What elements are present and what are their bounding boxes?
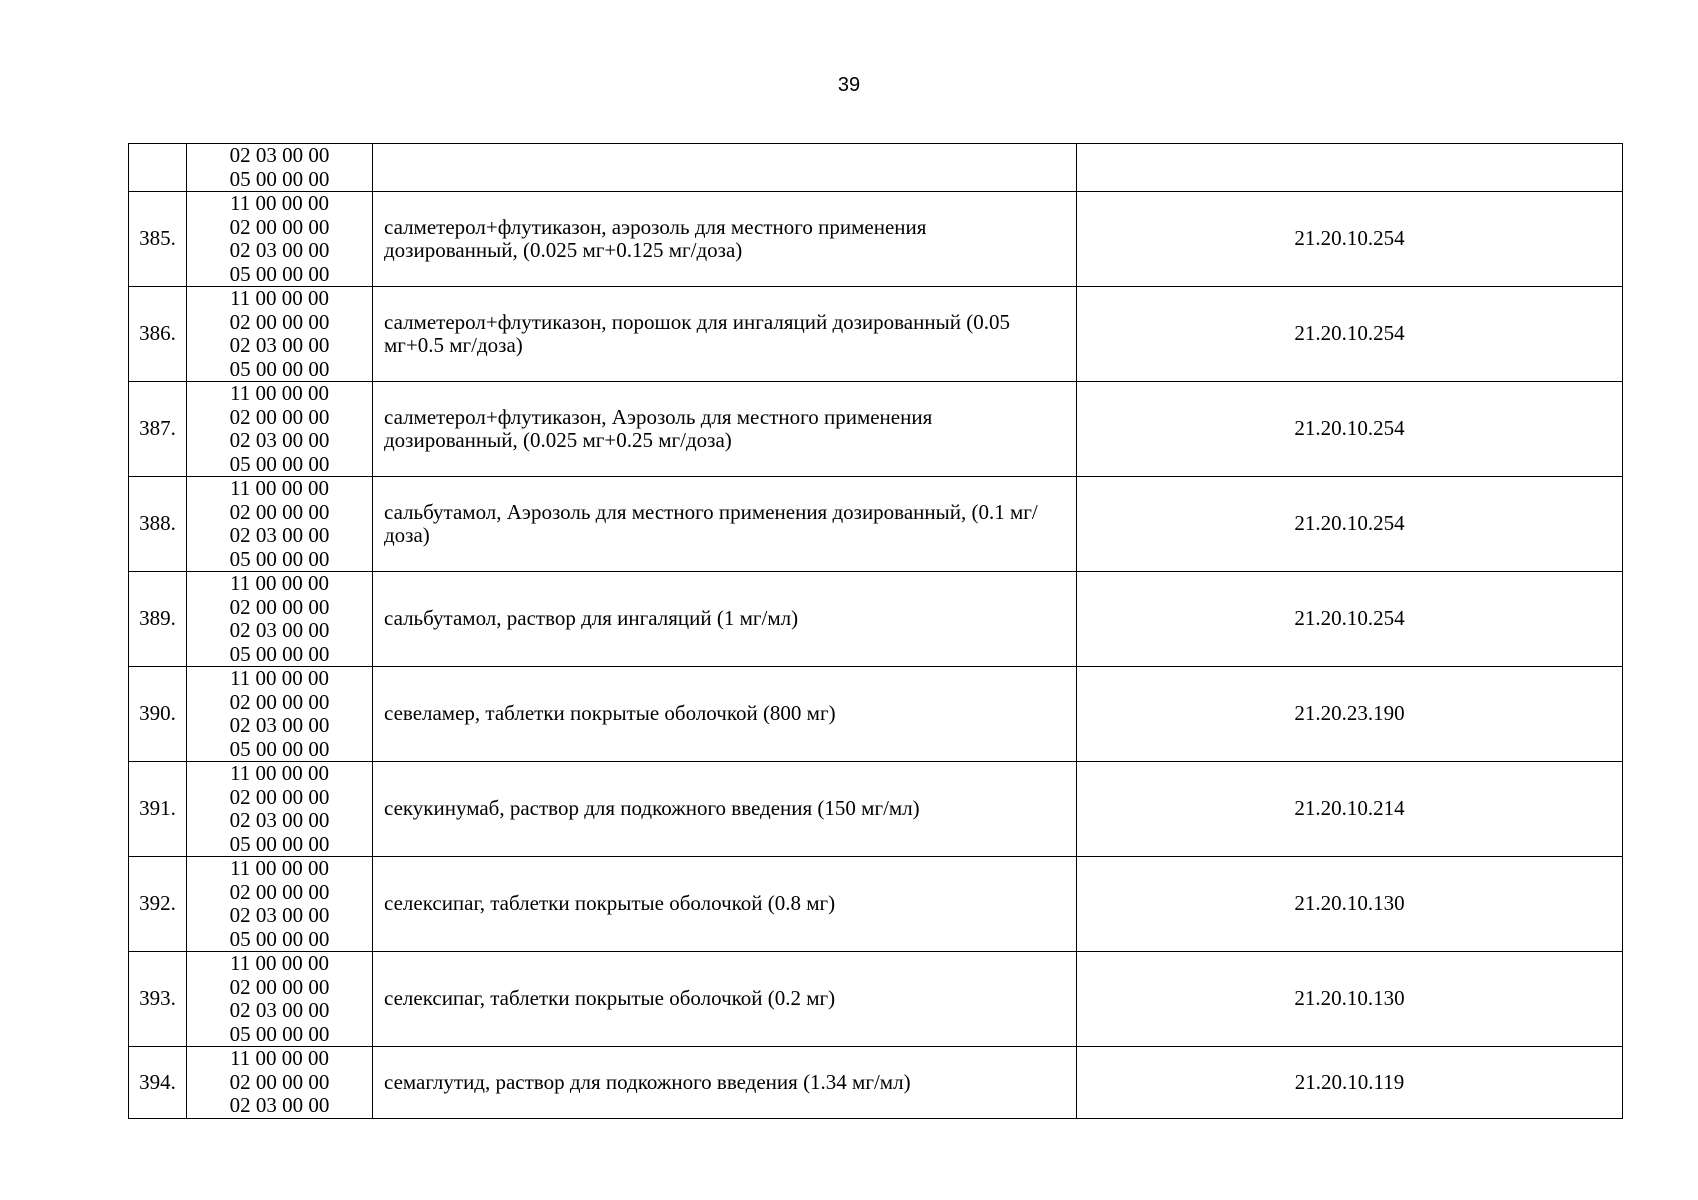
code: 05 00 00 00: [229, 641, 330, 666]
row-codes: [187, 857, 373, 952]
code: 02 00 00 00: [229, 499, 330, 524]
code: 02 03 00 00: [229, 1093, 330, 1117]
code: 02 00 00 00: [229, 784, 330, 809]
row-name: селексипаг, таблетки покрытые оболочкой (0.2 мг): [373, 952, 1077, 1047]
row-name: семаглутид, раствор для подкожного введения (1.34 мг/мл): [373, 1047, 1077, 1119]
row-okpd: 21.20.10.119: [1077, 1047, 1623, 1119]
table-row: [129, 1047, 1623, 1119]
row-number: [129, 144, 187, 192]
row-number: 385.: [129, 192, 187, 287]
code: 02 00 00 00: [229, 309, 330, 334]
code: 02 00 00 00: [229, 1069, 330, 1094]
table-row: [129, 572, 1623, 667]
code: 05 00 00 00: [229, 736, 330, 761]
table-body: [129, 144, 1623, 1119]
code: 05 00 00 00: [229, 356, 330, 381]
row-okpd: 21.20.10.254: [1077, 572, 1623, 667]
table-row: [129, 477, 1623, 572]
code: 05 00 00 00: [229, 451, 330, 476]
row-number: 394.: [129, 1047, 187, 1119]
row-okpd: 21.20.10.254: [1077, 382, 1623, 477]
code: 02 03 00 00: [229, 618, 330, 642]
code: 11 00 00 00: [230, 476, 329, 500]
row-okpd: 21.20.10.130: [1077, 952, 1623, 1047]
code: 02 03 00 00: [229, 333, 330, 357]
row-okpd: 21.20.23.190: [1077, 667, 1623, 762]
table-row: [129, 762, 1623, 857]
row-codes: [187, 762, 373, 857]
code: 02 03 00 00: [229, 998, 330, 1022]
code: 11 00 00 00: [230, 856, 329, 880]
row-okpd: [1077, 144, 1623, 192]
code: 02 00 00 00: [229, 214, 330, 239]
code: 02 00 00 00: [229, 879, 330, 904]
code: 05 00 00 00: [229, 926, 330, 951]
code: 02 03 00 00: [229, 238, 330, 262]
row-okpd: 21.20.10.130: [1077, 857, 1623, 952]
page-number: 39: [837, 74, 861, 96]
code: 11 00 00 00: [230, 381, 329, 405]
code: 05 00 00 00: [229, 1021, 330, 1046]
code: 11 00 00 00: [230, 951, 329, 975]
code: 05 00 00 00: [229, 166, 330, 191]
code: 02 03 00 00: [229, 143, 330, 167]
row-number: 393.: [129, 952, 187, 1047]
row-name: салметерол+флутиказон, Аэрозоль для местного применения дозированный, (0.025 мг+0.25 мг/доза): [373, 382, 1077, 477]
table-row: [129, 952, 1623, 1047]
code: 11 00 00 00: [230, 666, 329, 690]
code: 11 00 00 00: [230, 191, 329, 215]
row-name: селексипаг, таблетки покрытые оболочкой (0.8 мг): [373, 857, 1077, 952]
row-codes: [187, 667, 373, 762]
table-row: [129, 667, 1623, 762]
code: 02 03 00 00: [229, 428, 330, 452]
code: 11 00 00 00: [230, 761, 329, 785]
row-name: секукинумаб, раствор для подкожного введения (150 мг/мл): [373, 762, 1077, 857]
table-row-continued: [129, 144, 1623, 192]
code: 02 03 00 00: [229, 713, 330, 737]
table-row: [129, 857, 1623, 952]
code: 11 00 00 00: [230, 1046, 329, 1070]
row-name: салметерол+флутиказон, аэрозоль для местного применения дозированный, (0.025 мг+0.125 мг/доза): [373, 192, 1077, 287]
code: 02 03 00 00: [229, 808, 330, 832]
row-codes: [187, 1047, 373, 1119]
code: 05 00 00 00: [229, 546, 330, 571]
row-name: салметерол+флутиказон, порошок для ингаляций дозированный (0.05 мг+0.5 мг/доза): [373, 287, 1077, 382]
row-codes: [187, 287, 373, 382]
code: 02 00 00 00: [229, 404, 330, 429]
code: 05 00 00 00: [229, 261, 330, 286]
row-codes: [187, 572, 373, 667]
table-row: [129, 382, 1623, 477]
row-number: 387.: [129, 382, 187, 477]
code: 02 03 00 00: [229, 903, 330, 927]
code: 02 00 00 00: [229, 689, 330, 714]
row-codes: [187, 952, 373, 1047]
row-name: сальбутамол, Аэрозоль для местного применения дозированный, (0.1 мг/доза): [373, 477, 1077, 572]
row-okpd: 21.20.10.254: [1077, 477, 1623, 572]
code: 02 03 00 00: [229, 523, 330, 547]
medication-table: [128, 143, 1623, 1119]
row-name: сальбутамол, раствор для ингаляций (1 мг/мл): [373, 572, 1077, 667]
row-number: 392.: [129, 857, 187, 952]
row-codes: [187, 144, 373, 192]
row-number: 390.: [129, 667, 187, 762]
code: 02 00 00 00: [229, 594, 330, 619]
code: 11 00 00 00: [230, 286, 329, 310]
table-row: [129, 192, 1623, 287]
row-number: 391.: [129, 762, 187, 857]
row-number: 389.: [129, 572, 187, 667]
row-okpd: 21.20.10.254: [1077, 192, 1623, 287]
row-okpd: 21.20.10.254: [1077, 287, 1623, 382]
code: 11 00 00 00: [230, 571, 329, 595]
row-number: 388.: [129, 477, 187, 572]
row-name: [373, 144, 1077, 192]
row-codes: [187, 477, 373, 572]
code: 05 00 00 00: [229, 831, 330, 856]
table-row: [129, 287, 1623, 382]
row-codes: [187, 382, 373, 477]
row-name: севеламер, таблетки покрытые оболочкой (800 мг): [373, 667, 1077, 762]
row-number: 386.: [129, 287, 187, 382]
code: 02 00 00 00: [229, 974, 330, 999]
row-okpd: 21.20.10.214: [1077, 762, 1623, 857]
row-codes: [187, 192, 373, 287]
